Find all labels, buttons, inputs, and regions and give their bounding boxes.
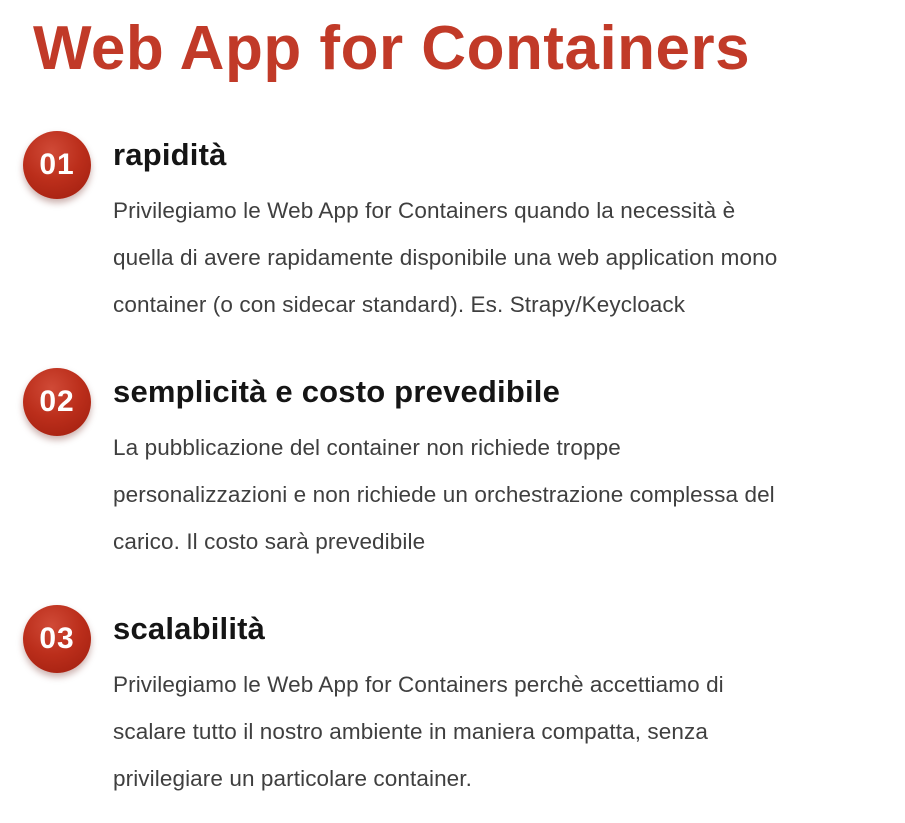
body-line: scalare tutto il nostro ambiente in maniera compatta, senza: [113, 719, 708, 745]
body-line: quella di avere rapidamente disponibile una web application mono: [113, 245, 778, 271]
badge-number: 02: [39, 385, 75, 419]
body-line: container (o con sidecar standard). Es. Strapy/Keycloack: [113, 292, 686, 318]
section-semplicita: [23, 368, 905, 565]
body-line: La pubblicazione del container non richiede troppe: [113, 435, 621, 461]
number-badge-01: [23, 131, 91, 199]
number-badge-02: [23, 368, 91, 436]
section-content: [113, 368, 775, 565]
body-line: Privilegiamo le Web App for Containers quando la necessità è: [113, 198, 736, 224]
section-heading: scalabilità: [113, 611, 266, 647]
body-line: personalizzazioni e non richiede un orchestrazione complessa del: [113, 482, 775, 508]
body-line: privilegiare un particolare container.: [113, 766, 472, 792]
section-rapidita: [23, 131, 905, 328]
section-content: [113, 131, 777, 328]
badge-number: 03: [39, 622, 75, 656]
section-heading: semplicità e costo prevedibile: [113, 374, 561, 410]
section-heading: rapidità: [113, 137, 227, 173]
badge-number: 01: [39, 148, 75, 182]
body-line: Privilegiamo le Web App for Containers perchè accettiamo di: [113, 672, 724, 698]
page-title: Web App for Containers: [33, 14, 751, 83]
body-line: carico. Il costo sarà prevedibile: [113, 529, 426, 555]
number-badge-03: [23, 605, 91, 673]
section-scalabilita: [23, 605, 905, 802]
section-content: [113, 605, 724, 802]
